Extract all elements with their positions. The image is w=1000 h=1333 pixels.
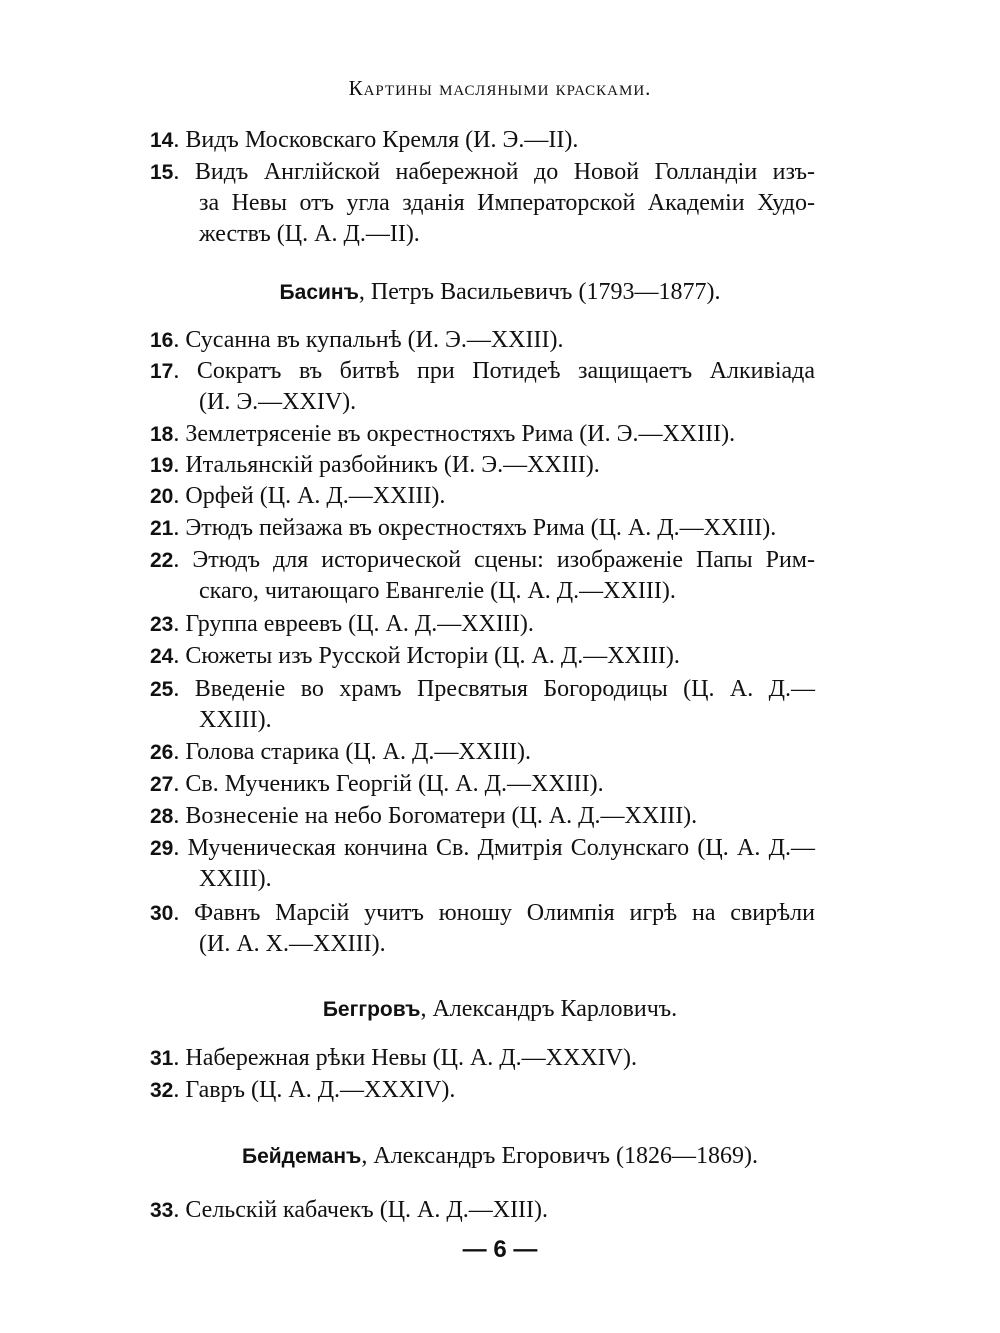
- entry-number: 28: [150, 805, 174, 828]
- catalog-entry-25: [150, 674, 815, 736]
- catalog-entry-22: [150, 545, 815, 607]
- entry-number: 17: [150, 360, 174, 383]
- entry-text: . Сусанна въ купальнѣ (И. Э.—XXIII).: [173, 327, 564, 353]
- entry-text: . Сельскій кабачекъ (Ц. А. Д.—XIII).: [173, 1197, 549, 1223]
- entry-number: 24: [150, 645, 174, 668]
- entry-text-continued: XXIII).: [199, 707, 272, 733]
- entry-number: 19: [150, 454, 174, 477]
- artist-heading-basin: [0, 277, 1000, 308]
- catalog-entry-27: [150, 769, 815, 800]
- entry-text: . Мученическая кончина Св. Дмитрія Солунскаго (Ц. А. Д.—: [173, 835, 815, 861]
- entry-number: 23: [150, 613, 174, 636]
- entry-number: 29: [150, 837, 174, 860]
- entry-number: 27: [150, 773, 174, 796]
- entry-text: . Введеніе во храмъ Пресвятыя Богородицы (Ц. А. Д.—: [173, 676, 815, 702]
- entry-number: 31: [150, 1047, 174, 1070]
- entry-number: 15: [150, 161, 174, 184]
- entry-text: . Св. Мученикъ Георгій (Ц. А. Д.—XXIII).: [173, 771, 604, 797]
- catalog-entry-20: [150, 481, 815, 512]
- entry-number: 16: [150, 329, 174, 352]
- catalog-entry-17: [150, 356, 815, 418]
- page-number: — 6 —: [462, 1236, 538, 1263]
- entry-text: . Видъ Англійской набережной до Новой Голландіи изъ-: [173, 159, 815, 185]
- entry-number: 26: [150, 741, 174, 764]
- entry-text: . Сократъ въ битвѣ при Потидеѣ защищаетъ Алкивіада: [173, 358, 815, 384]
- entry-text: . Голова старика (Ц. А. Д.—XXIII).: [173, 739, 531, 765]
- artist-details: , Петръ Васильевичъ (1793—1877).: [358, 279, 721, 305]
- entry-number: 30: [150, 902, 174, 925]
- entry-text: . Этюдъ для исторической сцены: изображеніе Папы Рим-: [173, 547, 815, 573]
- entry-number: 21: [150, 517, 174, 540]
- entry-text: . Вознесеніе на небо Богоматери (Ц. А. Д.—XXIII).: [173, 803, 698, 829]
- entry-number: 14: [150, 129, 174, 152]
- catalog-entry-14: [150, 125, 815, 156]
- entry-number: 25: [150, 678, 174, 701]
- catalog-entry-29: [150, 833, 815, 895]
- entry-text-continued: (И. А. Х.—XXIII).: [199, 931, 386, 957]
- entry-number: 18: [150, 423, 174, 446]
- entry-text: . Видъ Московскаго Кремля (И. Э.—II).: [173, 127, 579, 153]
- entry-text: . Сюжеты изъ Русской Исторіи (Ц. А. Д.—XXIII).: [173, 643, 680, 669]
- artist-surname: Бейдеманъ: [242, 1145, 362, 1168]
- artist-surname: Беггровъ: [322, 998, 421, 1021]
- catalog-entry-26: [150, 737, 815, 768]
- catalog-entry-28: [150, 801, 815, 832]
- catalog-entry-15: [150, 157, 815, 250]
- running-head: Картины масляными красками.: [348, 76, 652, 100]
- entry-text-continued: (И. Э.—XXIV).: [199, 389, 357, 415]
- entry-text: . Гавръ (Ц. А. Д.—XXXIV).: [173, 1077, 456, 1103]
- artist-surname: Басинъ: [279, 281, 359, 304]
- entry-text: . Этюдъ пейзажа въ окрестностяхъ Рима (Ц. А. Д.—XXIII).: [173, 515, 777, 541]
- artist-details: , Александръ Карловичъ.: [420, 996, 678, 1022]
- entry-text-continued: скаго, читающаго Евангеліе (Ц. А. Д.—XXIII).: [199, 578, 676, 604]
- entry-text: . Фавнъ Марсій учитъ юношу Олимпія игрѣ на свирѣли: [173, 900, 815, 926]
- artist-details: , Александръ Егоровичъ (1826—1869).: [361, 1143, 758, 1169]
- catalog-entry-19: [150, 450, 815, 481]
- catalog-entry-18: [150, 419, 815, 450]
- entry-number: 33: [150, 1199, 174, 1222]
- catalog-entry-23: [150, 609, 815, 640]
- entry-text: . Набережная рѣки Невы (Ц. А. Д.—XXXIV).: [173, 1045, 637, 1071]
- entry-number: 20: [150, 485, 174, 508]
- entry-text-continued: за Невы отъ угла зданія Императорской Академіи Худо-: [199, 190, 815, 216]
- entry-text: . Землетрясеніе въ окрестностяхъ Рима (И. Э.—XXIII).: [173, 421, 736, 447]
- catalog-entry-32: [150, 1075, 815, 1106]
- catalog-entry-33: [150, 1195, 815, 1226]
- entry-text: . Итальянскій разбойникъ (И. Э.—XXIII).: [173, 452, 600, 478]
- entry-text-continued: XXIII).: [199, 866, 272, 892]
- artist-heading-beideman: [0, 1141, 1000, 1172]
- catalog-entry-21: [150, 513, 815, 544]
- entry-text: . Группа евреевъ (Ц. А. Д.—XXIII).: [173, 611, 534, 637]
- entry-text-continued: жествъ (Ц. А. Д.—II).: [199, 221, 420, 247]
- catalog-entry-16: [150, 325, 815, 356]
- catalog-entry-31: [150, 1043, 815, 1074]
- artist-heading-beggrov: [0, 994, 1000, 1025]
- entry-text: . Орфей (Ц. А. Д.—XXIII).: [173, 483, 446, 509]
- catalog-entry-30: [150, 898, 815, 960]
- catalog-entry-24: [150, 641, 815, 672]
- entry-number: 22: [150, 549, 174, 572]
- entry-number: 32: [150, 1079, 174, 1102]
